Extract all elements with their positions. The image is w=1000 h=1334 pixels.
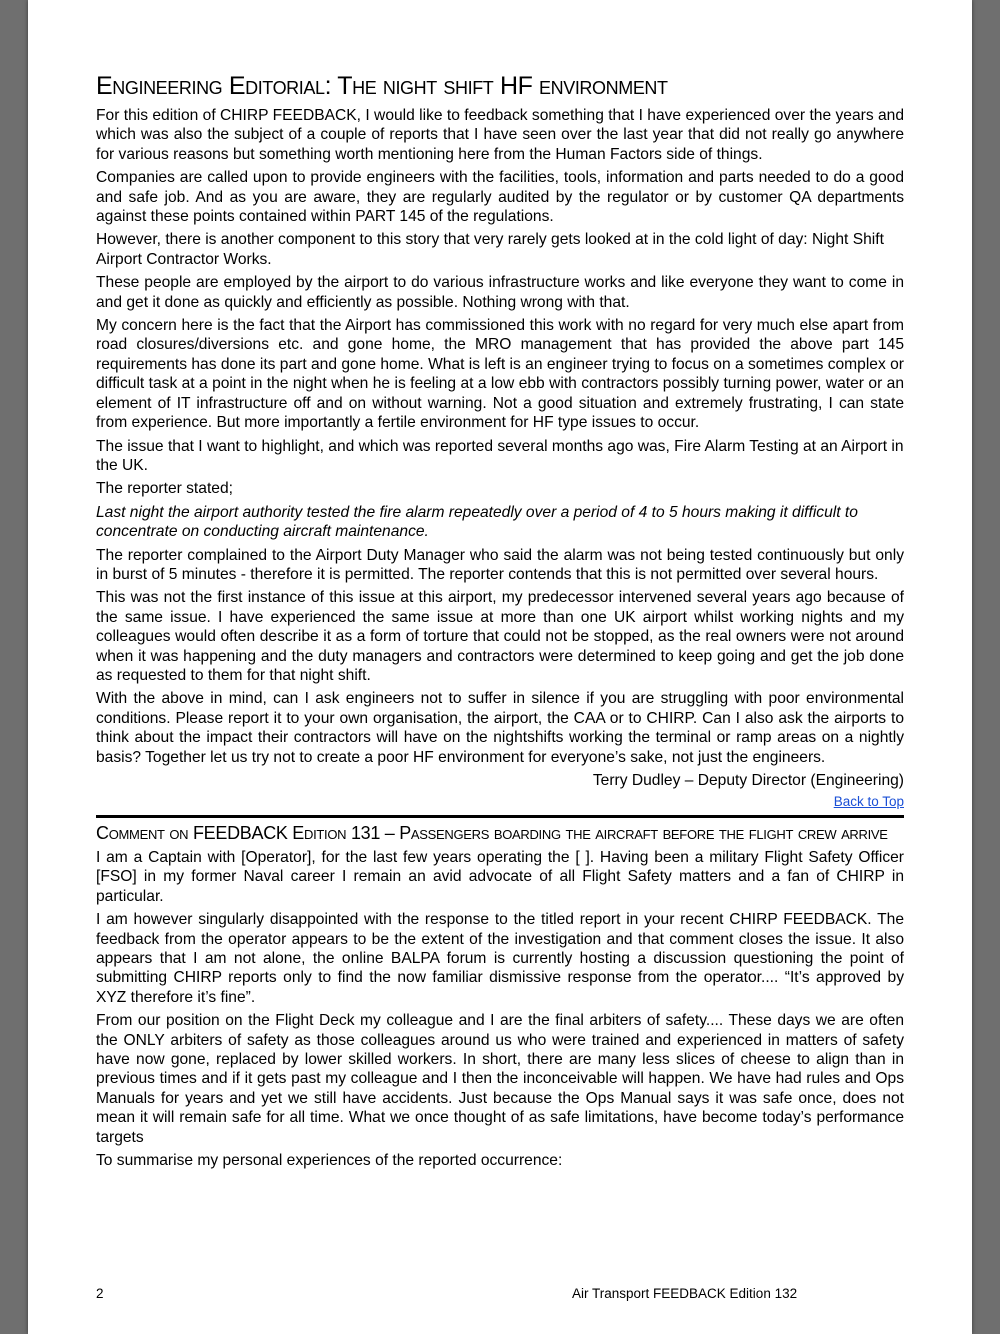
article1-paragraph-1: For this edition of CHIRP FEEDBACK, I would like to feedback something that I have experienced over the years and which was also the subject of a couple of reports that I have seen over the last year that did not really go anywhere for various reasons but something worth mentioning here from the Human Factors side of things. [96,107,904,163]
article2-paragraph-3: From our position on the Flight Deck my colleague and I are the final arbiters of safety.... These days we are often the ONLY arbiters of safety as those colleagues around us who were trained and experienced in matters of safety have now gone, replaced by lower skilled workers. In short, there are many less slices of cheese to align than in previous times and if it gets past my colleague and I then the inconceivable will happen. We have had rules and Ops Manuals for years and yet we still have accidents. Just because the Ops Manual says it was safe once, does not mean it will remain safe for all time. What we once thought of as safe limitations, have become today’s performance targets [96,1012,904,1146]
article1-paragraph-7: The reporter stated; [96,480,233,498]
article1-signature: Terry Dudley – Deputy Director (Engineering) [592,772,904,789]
back-to-top-container [96,793,904,811]
article1-quote: Last night the airport authority tested the fire alarm repeatedly over a period of 4 to 5 hours making it difficult to concentrate on conducting aircraft maintenance. [96,503,858,541]
article2-paragraph-2: I am however singularly disappointed with the response to the titled report in your recent CHIRP FEEDBACK. The feedback from the operator appears to be the extent of the investigation and that comment closes the issue. It also appears that I am not alone, the online BALPA forum is currently hosting a discussion questioning the point of submitting CHIRP reports only to find the now familiar dismissive response from the operator.... “It’s approved by XYZ therefore it’s fine”. [96,911,904,1006]
article1-paragraph-5: My concern here is the fact that the Airport has commissioned this work with no regard for very much else apart from road closures/diversions etc. and gone home, the MRO management that has provided the above part 145 requirements has done its part and gone home. What is left is an engineer trying to focus on a sometimes complex or difficult task at a point in the night when he is feeling at a low ebb with contractors possibly turning power, water or an element of IT infrastructure off and on without warning. Not a good situation and extremely frustrating, I can state from experience. But more importantly a fertile environment for HF type issues to occur. [96,317,904,432]
article1-paragraph-6: The issue that I want to highlight, and which was reported several months ago was, Fire Alarm Testing at an Airport in the UK. [96,437,904,474]
article1-paragraph-9: The reporter complained to the Airport Duty Manager who said the alarm was not being tested continuously but only in burst of 5 minutes - therefore it is permitted. The reporter contends that this is not permitted over several hours. [96,546,904,583]
article1-paragraph-10: This was not the first instance of this issue at this airport, my predecessor intervened several years ago because of the same issue. I have experienced the same issue at more than one UK airport whilst working nights and my colleagues would often describe it as a form of torture that could not be stopped, as the real owners were not around when it was happening and the duty managers and contractors were determined to keep going and get the job done as requested to them for that night shift. [96,589,904,684]
page-number: 2 [96,1286,104,1301]
article1-paragraph-3: However, there is another component to this story that very rarely gets looked at in the cold light of day: Night Shift Airport Contractor Works. [96,231,884,268]
article1-paragraph-11: With the above in mind, can I ask engineers not to suffer in silence if you are struggling with poor environmental conditions. Please report it to your own organisation, the airport, the CAA or to CHIRP. Can I also ask the airports to think about the impact their contractors will have on the nightshifts working the terminal or ramp areas on a nightly basis? Together let us try not to create a poor HF environment for everyone’s sake, not just the engineers. [96,690,904,766]
article2-paragraph-1: I am a Captain with [Operator], for the last few years operating the [ ]. Having been a military Flight Safety Officer [FSO] in my former Naval career I remain an avid advocate of all Flight Safety matters and a fan of CHIRP in particular. [96,849,904,905]
back-to-top-link[interactable]: Back to Top [833,794,904,809]
article1-paragraph-2: Companies are called upon to provide engineers with the facilities, tools, information and parts needed to do a good and safe job. And as you are aware, they are regularly audited by the regulator or by customer QA departments against these points contained within PART 145 of the regulations. [96,169,904,226]
section-divider [96,815,904,818]
document-page [28,0,972,1334]
edition-label: Air Transport FEEDBACK Edition 132 [572,1286,798,1301]
article2-paragraph-4: To summarise my personal experiences of the reported occurrence: [96,1152,563,1170]
article1-paragraph-4: These people are employed by the airport to do various infrastructure works and like everyone they want to come in and get it done as quickly and efficiently as possible. Nothing wrong with that. [96,274,904,311]
page-content [96,68,904,1175]
article-title-comment-on-feedback: Comment on FEEDBACK Edition 131 – Passengers boarding the aircraft before the flight crew arrive [96,823,888,843]
article-title-engineering-editorial: Engineering Editorial: The night shift HF environment [96,72,668,100]
